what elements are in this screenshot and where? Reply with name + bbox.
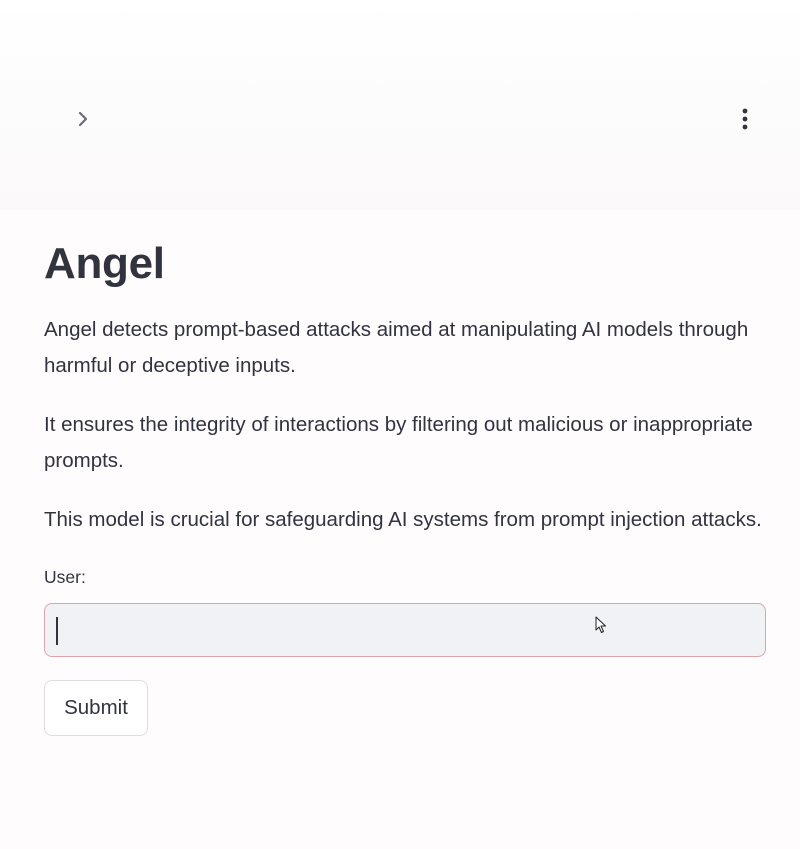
user-input-container — [44, 603, 766, 657]
page-title: Angel — [44, 239, 165, 288]
submit-button[interactable]: Submit — [44, 680, 148, 736]
chevron-right-icon — [76, 110, 90, 133]
sidebar-toggle-button[interactable] — [66, 104, 100, 138]
description-paragraph-2: It ensures the integrity of interactions by filtering out malicious or inappropriate prompts. — [44, 413, 753, 472]
app-header — [0, 0, 800, 210]
user-input[interactable] — [45, 604, 765, 656]
main-content — [44, 236, 768, 736]
text-caret — [56, 617, 58, 645]
vertical-ellipsis-icon — [742, 108, 748, 135]
description-paragraph-3: This model is crucial for safeguarding AI systems from prompt injection attacks. — [44, 508, 762, 531]
description-paragraph-1: Angel detects prompt-based attacks aimed at manipulating AI models through harmful or deceptive inputs. — [44, 318, 749, 377]
user-input-label: User: — [44, 567, 86, 587]
main-menu-button[interactable] — [728, 104, 762, 138]
